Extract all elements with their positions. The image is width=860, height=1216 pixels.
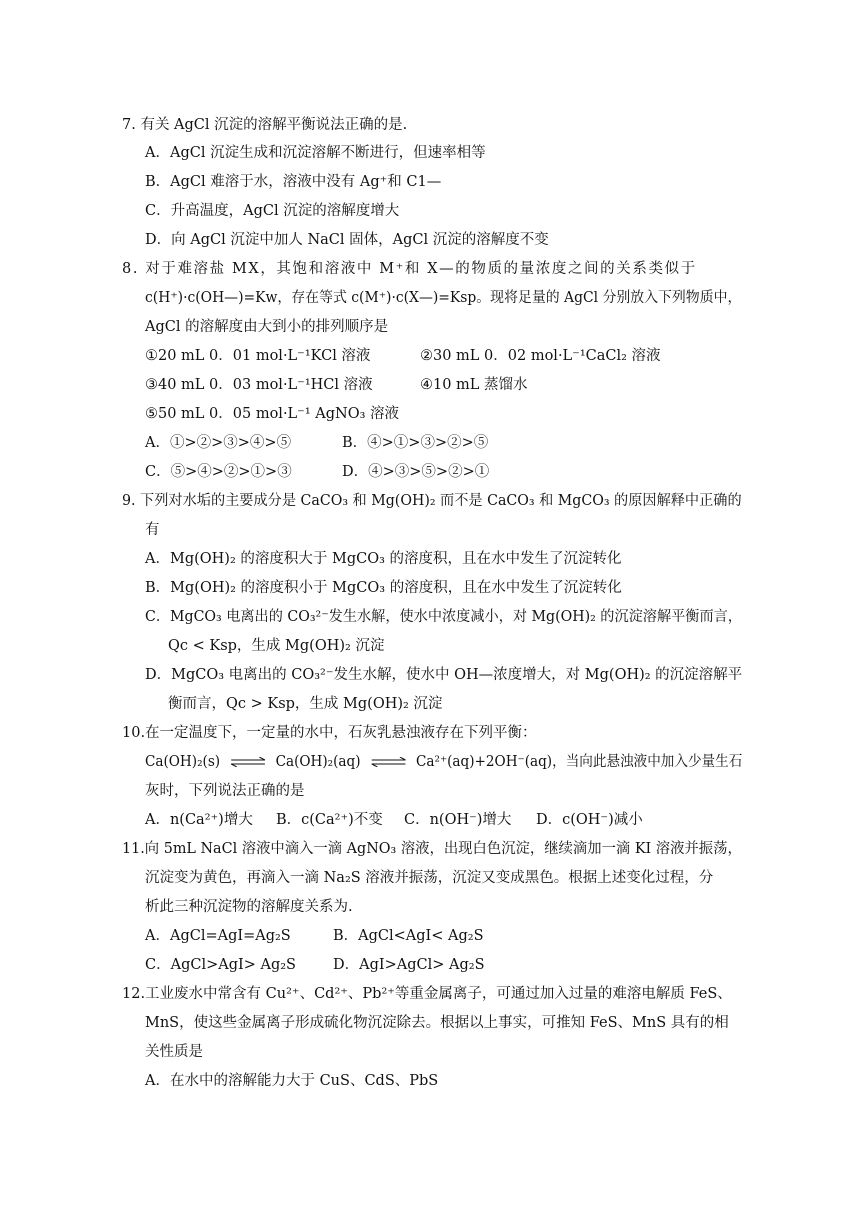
q11-stem-line2: 沉淀变为黄色，再滴入一滴 Na₂S 溶液并振荡，沉淀又变成黑色。根据上述变化过程，分: [145, 870, 714, 886]
q8-option-b: B．④>①>③>②>⑤: [342, 435, 489, 451]
q8-item-5: ⑤50 mL 0．05 mol·L⁻¹ AgNO₃ 溶液: [145, 406, 400, 422]
q10-eq-solid: Ca(OH)₂(s): [145, 754, 221, 770]
q9-option-a: A．Mg(OH)₂ 的溶度积大于 MgCO₃ 的溶度积，且在水中发生了沉淀转化: [145, 551, 622, 567]
q10-option-c: C．n(OH⁻)增大: [404, 812, 512, 828]
q7-option-d: D．向 AgCl 沉淀中加人 NaCl 固体，AgCl 沉淀的溶解度不变: [145, 232, 549, 248]
q10-eq-aqueous: Ca(OH)₂(aq): [275, 754, 361, 770]
q11-option-b: B．AgCl<AgI< Ag₂S: [333, 928, 484, 944]
q9-option-c-line2: Qc < Ksp，生成 Mg(OH)₂ 沉淀: [168, 638, 385, 654]
q11-option-d: D．AgI>AgCl> Ag₂S: [333, 957, 485, 973]
q9-option-d-line2: 衡而言，Qc > Ksp，生成 Mg(OH)₂ 沉淀: [168, 696, 443, 712]
q9-stem-line2: 有: [145, 522, 160, 538]
q10-option-a: A．n(Ca²⁺)增大: [145, 812, 253, 828]
q9-option-c-line1: C．MgCO₃ 电离出的 CO₃²⁻发生水解，使水中浓度减小，对 Mg(OH)₂ 的沉淀溶解平衡而言，: [145, 609, 742, 625]
q8-stem-line1: 8. 对于难溶盐 MX，其饱和溶液中 M⁺和 X—的物质的量浓度之间的关系类似于: [122, 261, 697, 277]
q9-option-d-line1: D．MgCO₃ 电离出的 CO₃²⁻发生水解，使水中 OH—浓度增大，对 Mg(OH)₂ 的沉淀溶解平: [145, 667, 743, 683]
q11-option-c: C．AgCl>AgI> Ag₂S: [145, 957, 296, 973]
q10-option-d: D．c(OH⁻)减小: [536, 812, 643, 828]
q12-stem-line1: 12.工业废水中常含有 Cu²⁺、Cd²⁺、Pb²⁺等重金属离子，可通过加入过量的难溶电解质 FeS、: [122, 986, 732, 1002]
q7-option-b: B．AgCl 难溶于水，溶液中没有 Ag⁺和 C1—: [145, 174, 442, 190]
q12-option-a: A．在水中的溶解能力大于 CuS、CdS、PbS: [145, 1073, 439, 1089]
q8-item-3: ③40 mL 0．03 mol·L⁻¹HCl 溶液: [145, 377, 373, 393]
q8-stem-line3: AgCl 的溶解度由大到小的排列顺序是: [145, 319, 389, 335]
q8-option-c: C．⑤>④>②>①>③: [145, 464, 292, 480]
q8-stem-line2: c(H⁺)·c(OH—)=Kw，存在等式 c(M⁺)·c(X—)=Ksp。现将足量的 AgCl 分别放入下列物质中，: [145, 290, 742, 306]
q10-stem-line3: 灰时，下列说法正确的是: [145, 783, 305, 799]
q7-option-c: C．升高温度，AgCl 沉淀的溶解度增大: [145, 203, 400, 219]
q10-equilibrium: [145, 752, 742, 772]
q10-eq-ions: Ca²⁺(aq)+2OH⁻(aq)，当向此悬浊液中加入少量生石: [416, 754, 743, 770]
q12-stem-line2: MnS，使这些金属离子形成硫化物沉淀除去。根据以上事实，可推知 FeS、MnS 具有的相: [145, 1015, 729, 1031]
q7-option-a: A．AgCl 沉淀生成和沉淀溶解不断进行，但速率相等: [145, 145, 486, 161]
q8-item-2: ②30 mL 0．02 mol·L⁻¹CaCl₂ 溶液: [420, 348, 661, 364]
q11-option-a: A．AgCl=AgI=Ag₂S: [145, 928, 291, 944]
q8-item-1: ①20 mL 0．01 mol·L⁻¹KCl 溶液: [145, 348, 371, 364]
q8-option-a: A．①>②>③>④>⑤: [145, 435, 292, 451]
q7-stem: 7. 有关 AgCl 沉淀的溶解平衡说法正确的是.: [122, 117, 408, 133]
q9-option-b: B．Mg(OH)₂ 的溶度积小于 MgCO₃ 的溶度积，且在水中发生了沉淀转化: [145, 580, 622, 596]
equilibrium-arrow-icon: [370, 757, 406, 767]
q10-stem-line1: 10.在一定温度下，一定量的水中，石灰乳悬浊液存在下列平衡：: [122, 725, 537, 741]
q11-stem-line3: 析此三种沉淀物的溶解度关系为.: [145, 899, 353, 915]
equilibrium-arrow-icon: [230, 757, 266, 767]
q10-option-b: B．c(Ca²⁺)不变: [276, 812, 383, 828]
q8-item-4: ④10 mL 蒸馏水: [420, 377, 528, 393]
q12-stem-line3: 关性质是: [145, 1044, 203, 1060]
q9-stem-line1: 9. 下列对水垢的主要成分是 CaCO₃ 和 Mg(OH)₂ 而不是 CaCO₃ 和 MgCO₃ 的原因解释中正确的: [122, 493, 742, 509]
q8-option-d: D．④>③>⑤>②>①: [342, 464, 490, 480]
q11-stem-line1: 11.向 5mL NaCl 溶液中滴入一滴 AgNO₃ 溶液，出现白色沉淀，继续滴加一滴 KI 溶液并振荡，: [122, 841, 742, 857]
